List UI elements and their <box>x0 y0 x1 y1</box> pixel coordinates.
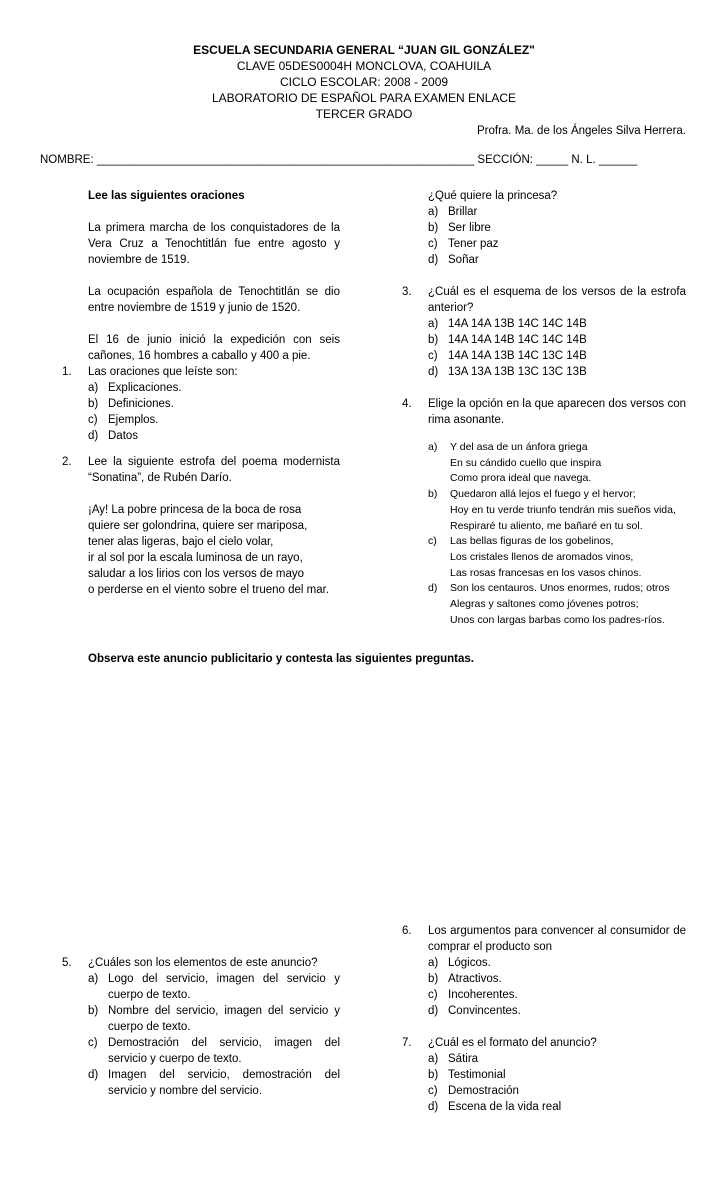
question-2-continued <box>428 188 686 268</box>
option-d <box>428 364 686 380</box>
option-c <box>428 236 686 252</box>
option-letter: b) <box>428 222 439 234</box>
option-b <box>428 332 686 348</box>
option-c <box>428 534 686 581</box>
question-5 <box>62 955 340 1099</box>
option-text: Definiciones. <box>108 398 174 410</box>
question-text: ¿Qué quiere la princesa? <box>428 190 558 202</box>
verse-line: Unos con largas barbas como los padres-ríos. <box>450 613 665 626</box>
option-text: Lógicos. <box>448 957 491 969</box>
option-a <box>428 316 686 332</box>
option-text: 14A 14A 14B 14C 14C 14B <box>448 334 587 346</box>
option-d <box>428 1003 686 1019</box>
option-text: Imagen del servicio, demostración del servicio y nombre del servicio. <box>108 1069 340 1097</box>
option-text: Sátira <box>448 1053 479 1065</box>
option-a <box>88 380 340 396</box>
question-6 <box>402 923 686 1019</box>
verse-line: Alegras y saltones como jóvenes potros; <box>450 598 639 611</box>
school-name: ESCUELA SECUNDARIA GENERAL “JUAN GIL GONZÁLEZ" <box>193 43 535 57</box>
student-info-line: NOMBRE: ___________________________________________________________ SECCIÓN: _____ N. L. ______ <box>40 154 638 166</box>
option-text: Nombre del servicio, imagen del servicio y cuerpo de texto. <box>108 1005 340 1033</box>
question-text: Lee la siguiente estrofa del poema modernista “Sonatina”, de Rubén Darío. <box>88 456 340 484</box>
right-column-bottom <box>402 923 686 1115</box>
option-text: 14A 14A 13B 14C 13C 14B <box>448 350 587 362</box>
option-letter: a) <box>428 957 439 969</box>
left-column-bottom <box>62 955 340 1099</box>
option-b <box>428 487 686 534</box>
option-letter: d) <box>428 1101 439 1113</box>
option-letter: d) <box>88 430 99 442</box>
option-d <box>428 581 686 628</box>
option-text: Explicaciones. <box>108 382 182 394</box>
option-text: 13A 13A 13B 13C 13C 13B <box>448 366 587 378</box>
intro-title: Lee las siguientes oraciones <box>88 190 245 202</box>
option-text: Ser libre <box>448 222 491 234</box>
option-letter: c) <box>428 350 438 362</box>
option-letter: a) <box>88 382 99 394</box>
option-text: Demostración del servicio, imagen del servicio y cuerpo de texto. <box>108 1037 340 1065</box>
verse-line: Hoy en tu verde triunfo tendrán mis sueños vida, <box>450 503 676 516</box>
option-c <box>428 987 686 1003</box>
poem-line-1: ¡Ay! La pobre princesa de la boca de rosa <box>88 504 302 516</box>
option-letter: c) <box>428 989 438 1001</box>
grade: TERCER GRADO <box>315 107 413 121</box>
option-letter: a) <box>428 441 438 453</box>
option-text: Demostración <box>448 1085 519 1097</box>
option-letter: d) <box>428 582 438 595</box>
school-code: CLAVE 05DES0004H MONCLOVA, COAHUILA <box>236 59 492 73</box>
lab-title: LABORATORIO DE ESPAÑOL PARA EXAMEN ENLACE <box>211 91 517 105</box>
right-column-top <box>402 188 686 628</box>
verse-line: En su cándido cuello que inspira <box>450 456 602 469</box>
option-letter: b) <box>88 398 99 410</box>
question-4 <box>402 396 686 628</box>
sentence-3: El 16 de junio inició la expedición con seis cañones, 16 hombres a caballo y 400 a pie. <box>88 334 340 362</box>
verse-line: Son los centauros. Unos enormes, rudos; otros <box>450 582 670 595</box>
option-d <box>88 1067 340 1099</box>
question-2 <box>62 454 340 598</box>
option-letter: d) <box>428 1005 439 1017</box>
option-letter: b) <box>428 334 439 346</box>
option-text: Brillar <box>448 206 478 218</box>
option-d <box>428 1099 686 1115</box>
question-7 <box>402 1035 686 1115</box>
option-letter: d) <box>428 366 439 378</box>
option-c <box>88 1035 340 1067</box>
option-letter: b) <box>88 1005 99 1017</box>
option-letter: c) <box>428 238 438 250</box>
verse-line: Los cristales llenos de aromados vinos, <box>450 550 634 563</box>
left-column-top <box>62 188 340 598</box>
poem-line-4: ir al sol por la escala luminosa de un rayo, <box>88 552 303 564</box>
verse-line: Respiraré tu aliento, me bañaré en tu sol. <box>450 519 643 532</box>
question-number: 5. <box>62 957 72 969</box>
question-number: 4. <box>402 398 412 410</box>
option-letter: a) <box>88 973 99 985</box>
option-text: Ejemplos. <box>108 414 159 426</box>
verse-line: Y del asa de un ánfora griega <box>450 441 588 453</box>
teacher-name: Profra. Ma. de los Ángeles Silva Herrera. <box>476 125 686 137</box>
poem-line-3: tener alas ligeras, bajo el cielo volar, <box>88 536 274 548</box>
option-letter: b) <box>428 973 439 985</box>
option-c <box>88 412 340 428</box>
option-text: Testimonial <box>448 1069 506 1081</box>
option-text: Atractivos. <box>448 973 502 985</box>
option-a <box>428 955 686 971</box>
option-text: Logo del servicio, imagen del servicio y cuerpo de texto. <box>108 973 340 1001</box>
option-text: Incoherentes. <box>448 989 518 1001</box>
school-year: CICLO ESCOLAR: 2008 - 2009 <box>279 75 449 89</box>
option-a <box>428 204 686 220</box>
verse-line: Como prora ideal que navega. <box>450 472 592 485</box>
question-text: Las oraciones que leíste son: <box>88 366 238 378</box>
option-a <box>428 440 686 487</box>
sentence-2: La ocupación española de Tenochtitlán se dio entre noviembre de 1519 y junio de 1520. <box>88 286 340 314</box>
option-b <box>88 396 340 412</box>
option-text: Escena de la vida real <box>448 1101 562 1113</box>
option-letter: b) <box>428 1069 439 1081</box>
option-c <box>428 348 686 364</box>
option-letter: a) <box>428 1053 439 1065</box>
question-number: 2. <box>62 456 72 468</box>
option-c <box>428 1083 686 1099</box>
option-b <box>428 220 686 236</box>
poem-line-2: quiere ser golondrina, quiere ser mariposa, <box>88 520 308 532</box>
option-letter: d) <box>88 1069 99 1081</box>
option-text: Datos <box>108 430 139 442</box>
option-d <box>88 428 340 444</box>
question-text: Elige la opción en la que aparecen dos versos con rima asonante. <box>428 398 686 426</box>
question-number: 6. <box>402 925 412 937</box>
question-text: ¿Cuáles son los elementos de este anuncio? <box>88 957 318 969</box>
option-b <box>428 1067 686 1083</box>
option-a <box>428 1051 686 1067</box>
option-letter: c) <box>88 414 98 426</box>
question-text: ¿Cuál es el formato del anuncio? <box>428 1037 597 1049</box>
option-text: 14A 14A 13B 14C 14C 14B <box>448 318 587 330</box>
option-d <box>428 252 686 268</box>
advertisement-instruction: Observa este anuncio publicitario y contesta las siguientes preguntas. <box>88 653 475 665</box>
option-letter: d) <box>428 254 439 266</box>
poem-line-6: o perderse en el viento sobre el trueno del mar. <box>88 584 330 596</box>
option-a <box>88 971 340 1003</box>
question-1 <box>62 364 340 444</box>
option-letter: c) <box>428 535 437 548</box>
option-text: Tener paz <box>448 238 499 250</box>
option-b <box>428 971 686 987</box>
poem-line-5: saludar a los lirios con los versos de mayo <box>88 568 305 580</box>
verse-line: Las bellas figuras de los gobelinos, <box>450 535 614 548</box>
question-number: 3. <box>402 286 412 298</box>
sentence-1: La primera marcha de los conquistadores de la Vera Cruz a Tenochtitlán fue entre agosto y noviembre de 1519. <box>88 222 340 266</box>
question-text: ¿Cuál es el esquema de los versos de la estrofa anterior? <box>428 286 686 314</box>
option-letter: c) <box>428 1085 438 1097</box>
question-3 <box>402 284 686 380</box>
option-letter: a) <box>428 318 439 330</box>
question-number: 7. <box>402 1037 412 1049</box>
option-letter: c) <box>88 1037 98 1049</box>
option-letter: a) <box>428 206 439 218</box>
question-number: 1. <box>62 366 72 378</box>
option-text: Soñar <box>448 254 479 266</box>
option-letter: b) <box>428 488 438 501</box>
question-text: Los argumentos para convencer al consumidor de comprar el producto son <box>428 925 686 953</box>
option-text: Convincentes. <box>448 1005 521 1017</box>
option-b <box>88 1003 340 1035</box>
verse-line: Quedaron allá lejos el fuego y el hervor; <box>450 488 636 501</box>
verse-line: Las rosas francesas en los vasos chinos. <box>450 566 642 579</box>
